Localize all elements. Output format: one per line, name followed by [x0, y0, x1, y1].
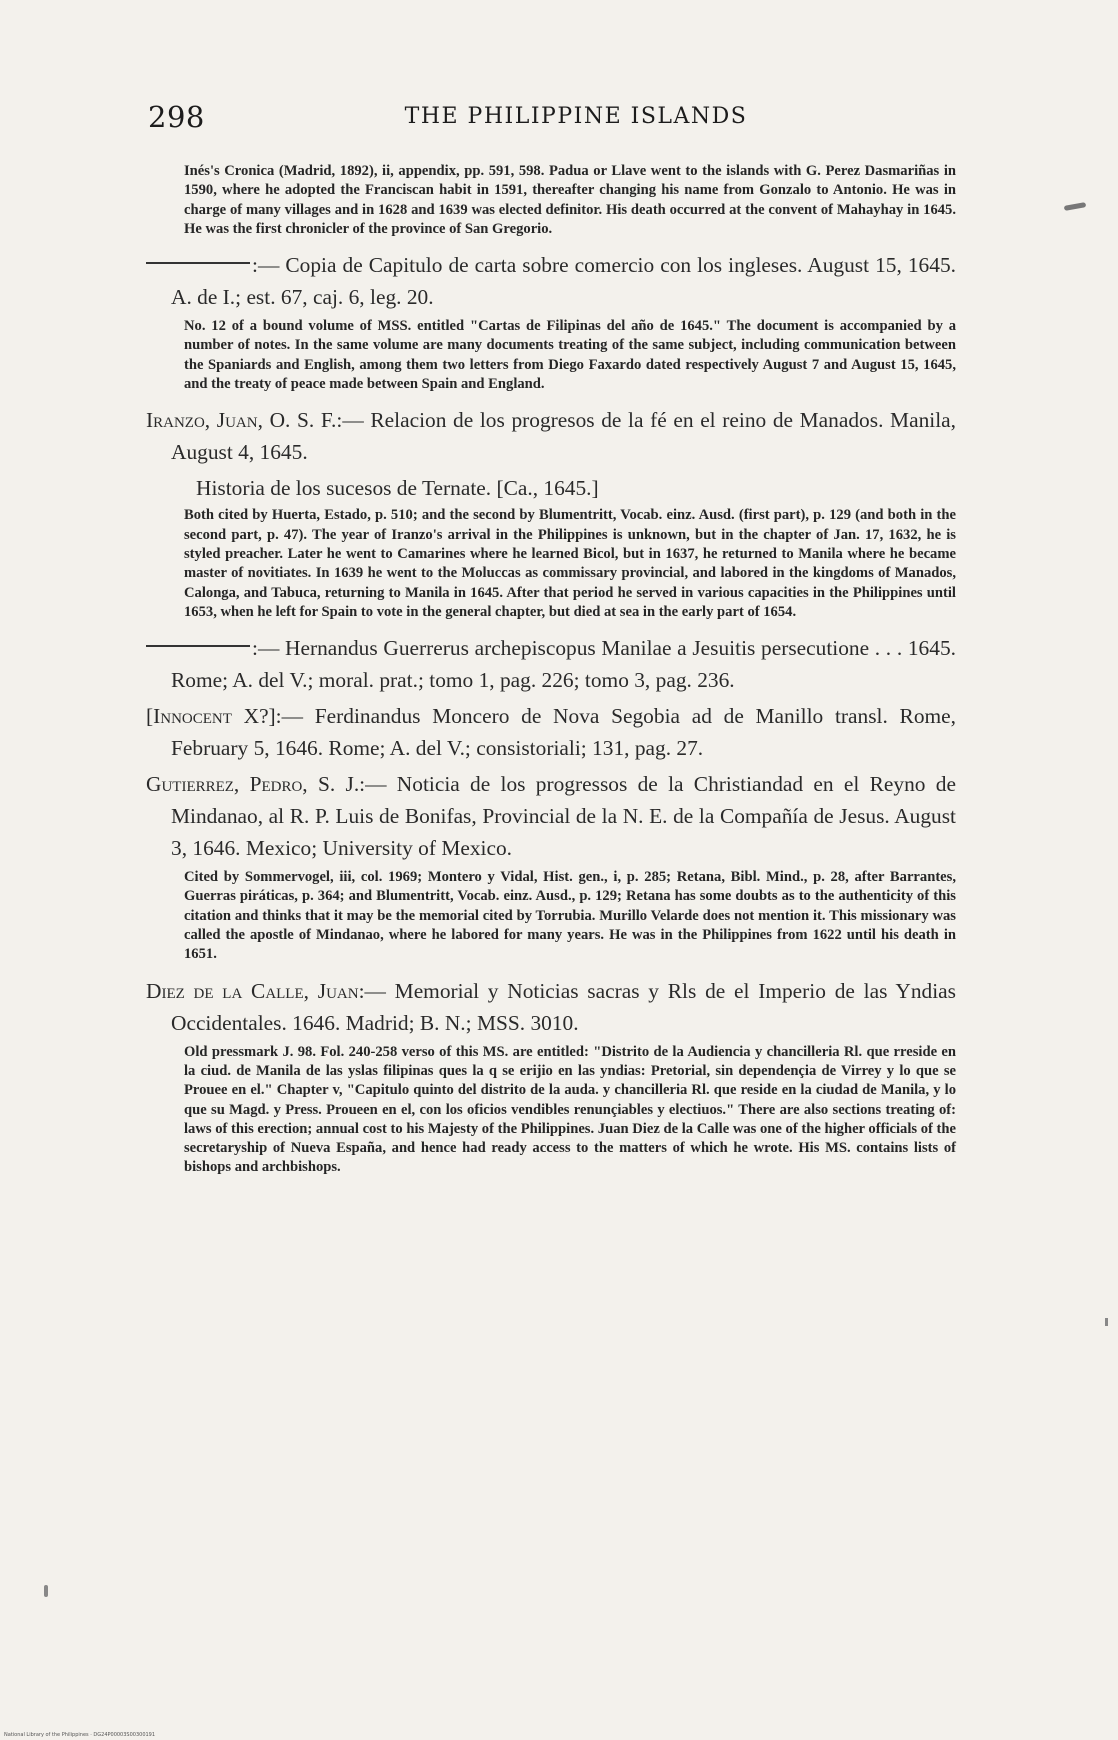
bibliography-entry — [146, 768, 956, 864]
scan-artifact — [1105, 1318, 1108, 1326]
entry-author: Diez de la Calle, Juan:— — [146, 978, 386, 1003]
entry-text: Memorial y Noticias sacras y Rls de el Imperio de las Yndias Occidentales. 1646. Madrid; B. N.; MSS. 3010. — [171, 978, 956, 1035]
bibliography-content — [146, 162, 956, 1188]
entry-text: Hernandus Guerrerus archepiscopus Manilae a Jesuitis persecutione . . . 1645. Rome; A. del V.; moral. prat.; tomo 1, pag. 226; tomo 3, pag. 236. — [171, 636, 956, 693]
scan-artifact — [1064, 202, 1087, 211]
bibliography-entry — [146, 404, 956, 468]
scan-credit: National Library of the Philippines · DG24P00003S00300191 — [4, 1732, 156, 1738]
page-number: 298 — [148, 100, 205, 134]
running-title: THE PHILIPPINE ISLANDS — [404, 104, 748, 129]
footnote-continuation: Inés's Cronica (Madrid, 1892), ii, appendix, pp. 591, 598. Padua or Llave went to the islands with G. Perez Dasmariñas in 1590, where he adopted the Franciscan habit in 1591, thereafter changing his name from Gonzalo to Antonio. He was in charge of many villages and in 1628 and 1639 was elected definitor. His death occurred at the convent of Mahayhay in 1645. He was the first chronicler of the province of San Gregorio. — [184, 163, 956, 237]
scan-artifact — [44, 1585, 48, 1597]
entry-author: :— — [252, 636, 280, 661]
entry-text: Copia de Capitulo de carta sobre comercio con los ingleses. August 15, 1645. A. de I.; est. 67, caj. 6, leg. 20. — [171, 253, 956, 310]
bibliography-entry — [146, 700, 956, 764]
entry-author: [Innocent X?]:— — [146, 704, 304, 729]
entry-note: Old pressmark J. 98. Fol. 240-258 verso of this MS. are entitled: "Distrito de la Audiencia y chancilleria Rl. que rreside en la ciud. de Manila de las yslas filipinas ques la q se erijio en las yndias: Pretorial, sin dependençia de Virrey y lo que se Prouee en el." Chapter v, "Capitulo quinto del distrito de la auda. y chancilleria Rl. que reside en la ciudad de Manila, y lo que su Magd. y Press. Proueen en el, con los oficios vendibles renunçiables y electiuos." There are also sections treating of: laws of this erection; annual cost to his Majesty of the Philippines. Juan Diez de la Calle was one of the higher officials of the secretaryship of Nueva España, and hence had ready access to the matters of which he wrote. His MS. contains lists of bishops and archbishops. — [184, 1043, 956, 1176]
entry-author: :— — [252, 253, 280, 278]
entry-note: Cited by Sommervogel, iii, col. 1969; Montero y Vidal, Hist. gen., i, p. 285; Retana, Bibl. Mind., p. 28, after Barrantes, Guerras piráticas, p. 364; and Blumentritt, Vocab. einz. Ausd., p. 129; Retana has some doubts as to the authenticity of this citation and thinks that it may be the memorial cited by Torrubia. Murillo Velarde does not mention it. This missionary was called the apostle of Mindanao, where he labored for many years. He was in the Philippines from 1622 until his death in 1651. — [184, 869, 956, 963]
entry-text: Ferdinandus Moncero de Nova Segobia ad de Manillo transl. Rome, February 5, 1646. Rome; A. del V.; consistoriali; 131, pag. 27. — [171, 704, 956, 761]
bibliography-entry — [146, 632, 956, 696]
entry-note: No. 12 of a bound volume of MSS. entitled "Cartas de Filipinas del año de 1645." The document is accompanied by a number of notes. In the same volume are many documents treating of the same subject, including communication between the Spaniards and English, among them two letters from Diego Faxardo dated respectively August 7 and August 15, 1645, and the treaty of peace made between Spain and England. — [184, 318, 956, 393]
entry-subtitle: Historia de los sucesos de Ternate. [Ca., 1645.] — [196, 476, 599, 501]
entry-author: Iranzo, Juan, O. S. F.:— — [146, 408, 364, 433]
entry-note: Both cited by Huerta, Estado, p. 510; and the second by Blumentritt, Vocab. einz. Ausd. (first part), p. 129 (and both in the second part, p. 47). The year of Iranzo's arrival in the Philippines is unknown, but in the chapter of Jan. 17, 1632, he is styled preacher. Later he went to Camarines where he learned Bicol, but in 1637, he returned to Manila where he became master of novitiates. In 1639 he went to the Moluccas as commissary provincial, and labored in the kingdoms of Manados, Calonga, and Tabuca, returning to Manila in 1645. After that period he served in various capacities in the Philippines until 1653, when he left for Spain to vote in the general chapter, but died at sea in the early part of 1654. — [184, 507, 956, 620]
page-header — [148, 100, 954, 140]
ditto-dash — [146, 645, 250, 647]
entry-text: Noticia de los progressos de la Christiandad en el Reyno de Mindanao, al R. P. Luis de Bonifas, Provincial de la N. E. de la Compañía de Jesus. August 3, 1646. Mexico; University of Mexico. — [171, 772, 956, 861]
ditto-dash — [146, 262, 250, 264]
entry-author: Gutierrez, Pedro, S. J.:— — [146, 772, 387, 797]
entry-text: Relacion de los progresos de la fé en el reino de Manados. Manila, August 4, 1645. — [171, 408, 956, 465]
bibliography-entry — [146, 975, 956, 1039]
bibliography-entry — [146, 249, 956, 313]
